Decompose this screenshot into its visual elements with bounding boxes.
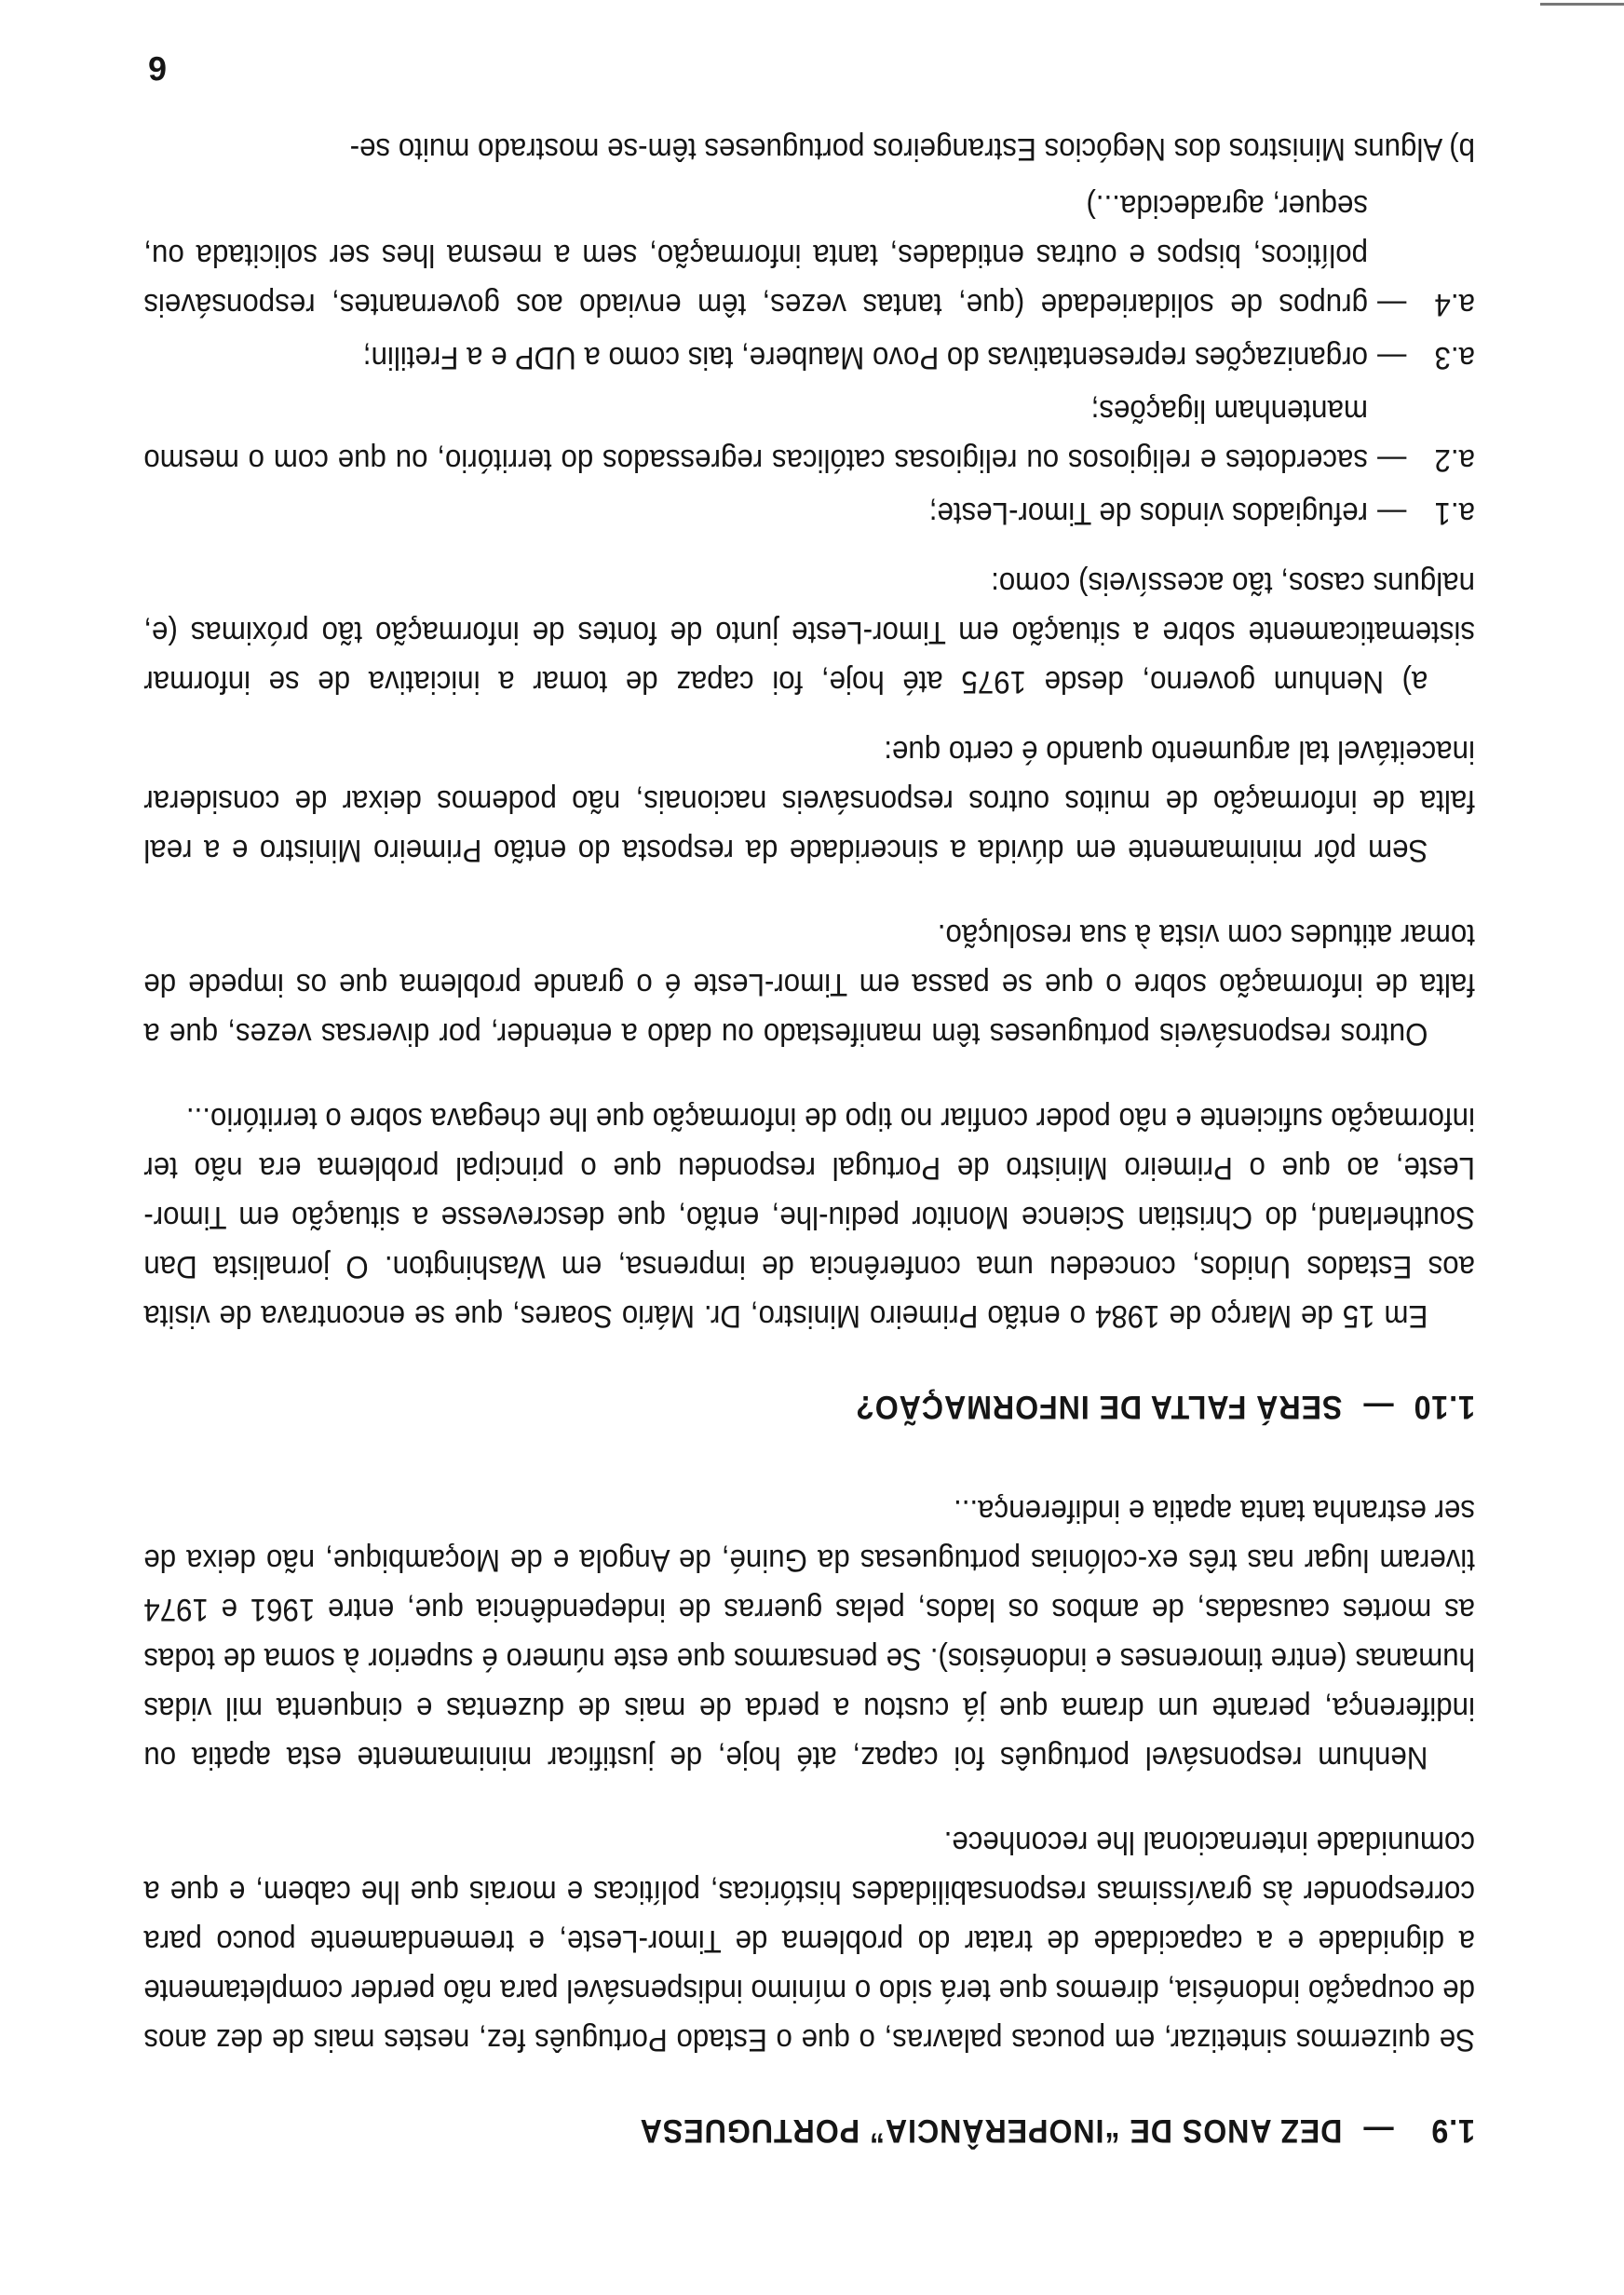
list-item-label: a.1	[1434, 496, 1475, 531]
list-item	[143, 181, 1475, 329]
paragraph: Outros responsáveis portugueses têm manifestado ou dado a entender, por diversas vezes, que a falta de informação sobre o que se passa em Timor-Leste é o grande problema que os impede de tomar atitudes com vista à sua resolução.	[143, 917, 1475, 1052]
list-item	[143, 488, 1475, 537]
page-number: 6	[147, 49, 167, 88]
section-title: SERÁ FALTA DE INFORMAÇÃO?	[855, 1389, 1343, 1425]
heading-dash: —	[1362, 1389, 1394, 1425]
list-item	[143, 333, 1475, 382]
point-b: b) Alguns Ministros dos Negócios Estrangeiros portugueses têm-se mostrado muito se-	[349, 131, 1475, 167]
list-item-text: sacerdotes e religiosos ou religiosas católicas regressados do território, ou que com o mesmo mantenham ligações;	[143, 393, 1368, 478]
page-content	[143, 88, 1475, 2155]
paragraph: Nenhum responsável português foi capaz, até hoje, de justificar minimamente esta apatia ou indiferença, perante um drama que já custou a perda de mais de duzentas e cinquenta mil vidas humanas (entre timorenses e indonésios). Se pensarmos que este número é superior à soma de todas as mortes causadas, de ambos os lados, pelas guerras de independência que, entre 1961 e 1974 tiveram lugar nas três ex-colónias portuguesas da Guiné, de Angola e de Moçambique, não deixa de ser estranha tanta apatia e indiferença...	[143, 1493, 1475, 1775]
section-number: 1.10	[1413, 1389, 1475, 1425]
list-item-dash: —	[1377, 340, 1407, 375]
paragraph: Sem pôr minimamente em dúvida a sinceridade da resposta do então Primeiro Ministro e a real falta de informação de muitos outros responsáveis nacionais, não podemos deixar de considerar inaceitável tal argumento quando é certo que:	[143, 734, 1475, 868]
list-item-text: grupos de solidariedade (que, tantas vezes, têm enviado aos governantes, responsáveis políticos, bispos e outras entidades, tanta informação, sem a mesma lhes ser solicitada ou, sequer, agradecida...)	[143, 188, 1368, 322]
list-item-label: a.2	[1434, 442, 1475, 478]
section-heading-1-10	[143, 1382, 1475, 1432]
list-item-text: refugiados vindos de Timor-Leste;	[928, 496, 1368, 531]
list-item-dash: —	[1377, 287, 1407, 322]
paragraph: Se quizermos sintetizar, em poucas palavras, o que o Estado Português fez, nestes mais de dez anos de ocupação indonésia, diremos que terá sido o mínimo indispensável para não perder completamente a dignidade e a capacidade de tratar do problema de Timor-Leste, e tremendamente pouco para corresponder às gravíssimas responsabilidades históricas, políticas e morais que lhe cabem, e que a comunidade internacional lhe reconhece.	[143, 1825, 1475, 2057]
heading-dash: —	[1362, 2112, 1394, 2149]
point-a: a) Nenhum governo, desde 1975 até hoje, foi capaz de tomar a iniciativa de se informar sistematicamente sobre a situação em Timor-Leste junto de fontes de informação tão próximas (e, nalguns casos, tão acessíveis) como:	[143, 565, 1475, 699]
section-heading-1-9	[143, 2106, 1475, 2155]
section-title: DEZ ANOS DE “INOPERÂNCIA” PORTUGUESA	[639, 2112, 1343, 2149]
scan-edge-mark	[1540, 3, 1624, 6]
list-item	[143, 386, 1475, 484]
list-item-dash: —	[1377, 442, 1407, 478]
list-item-dash: —	[1377, 496, 1407, 531]
paragraph: Em 15 de Março de 1984 o então Primeiro Ministro, Dr. Mário Soares, que se encontrava de visita aos Estados Unidos, concedeu uma conferência de imprensa, em Washington. O jornalista Dan Southerland, do Christian Science Monitor pediu-lhe, então, que descrevesse a situação em Timor-Leste, ao que o Primeiro Ministro de Portugal respondeu que o principal problema era não ter informação suficiente e não poder confiar no tipo de informação que lhe chegava sobre o território...	[143, 1101, 1475, 1334]
section-number: 1.9	[1430, 2112, 1475, 2149]
source-list	[143, 181, 1475, 537]
list-item-text: organizações representativas do Povo Maubere, tais como a UDP e a Fretilin;	[362, 340, 1368, 375]
list-item-label: a.3	[1434, 340, 1475, 375]
list-item-label: a.4	[1434, 287, 1475, 322]
